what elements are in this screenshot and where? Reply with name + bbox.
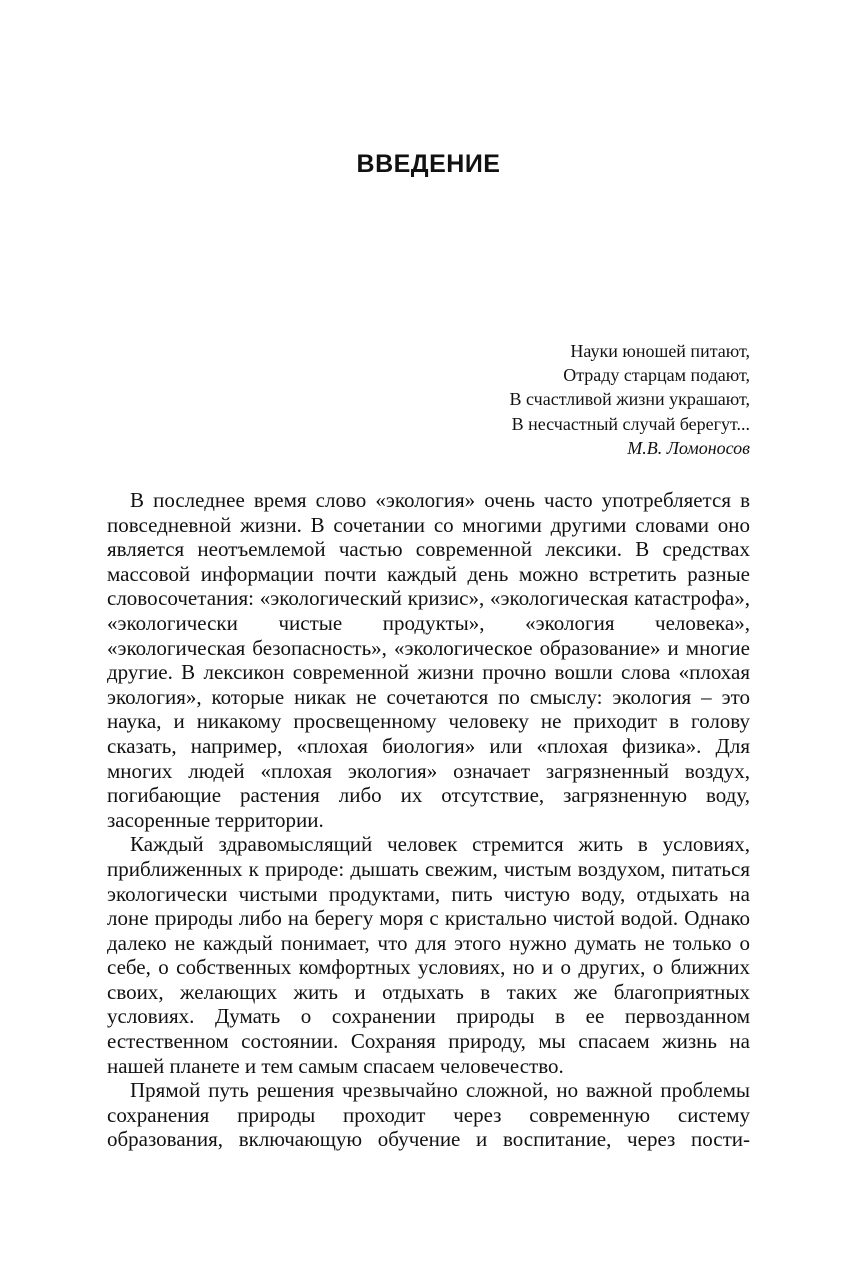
epigraph-line: Науки юношей питают, bbox=[570, 341, 750, 361]
epigraph bbox=[510, 339, 750, 460]
paragraph: Каждый здравомыслящий человек стремится жить в условиях, приближенных к природе: дышать свежим, чистым воздухом, питаться экологически чистыми продуктами, пить чистую воду, отдыхать на лоне природы либо на берегу моря с кристально чистой водой. Однако далеко не каждый понимает, что для этого нужно думать не только о себе, о собственных комфортных условиях, но и о других, о ближних своих, желающих жить и отдыхать в таких же благоприятных условиях. Думать о сохранении природы в ее первозданном естественном состоянии. Сохраняя природу, мы спасаем жизнь на нашей планете и тем самым спасаем человечество. bbox=[107, 832, 750, 1078]
epigraph-line: В несчастный случай берегут... bbox=[511, 413, 750, 434]
epigraph-author: М.В. Ломоносов bbox=[627, 437, 750, 458]
paragraph: Прямой путь решения чрезвычайно сложной, но важной проблемы сохранения природы проходит через современную систему образования, включающую обучение и воспитание, через пости- bbox=[107, 1078, 750, 1152]
epigraph-line: В счастливой жизни украшают, bbox=[509, 389, 750, 410]
epigraph-line: Отраду старцам подают, bbox=[563, 365, 750, 386]
body-text bbox=[107, 488, 750, 1152]
page-title: ВВЕДЕНИЕ bbox=[356, 149, 501, 178]
paragraph: В последнее время слово «экология» очень часто употребляется в повседневной жизни. В сочетании со многими другими словами оно является неотъемлемой частью современной лексики. В средствах массовой информации почти каждый день можно встретить разные словосочетания: «экологический кризис», «экологическая катастрофа», «экологически чистые продукты», «экология человека», «экологическая безопасность», «экологическое образование» и многие другие. В лексикон современной жизни прочно вошли слова «плохая экология», которые никак не сочетаются по смыслу: экология – это наука, и никакому просвещенному человеку не приходит в голову сказать, например, «плохая биология» или «плохая физика». Для многих людей «плохая экология» означает загрязненный воздух, погибающие растения либо их отсутствие, загрязненную воду, засоренные территории. bbox=[107, 488, 750, 832]
